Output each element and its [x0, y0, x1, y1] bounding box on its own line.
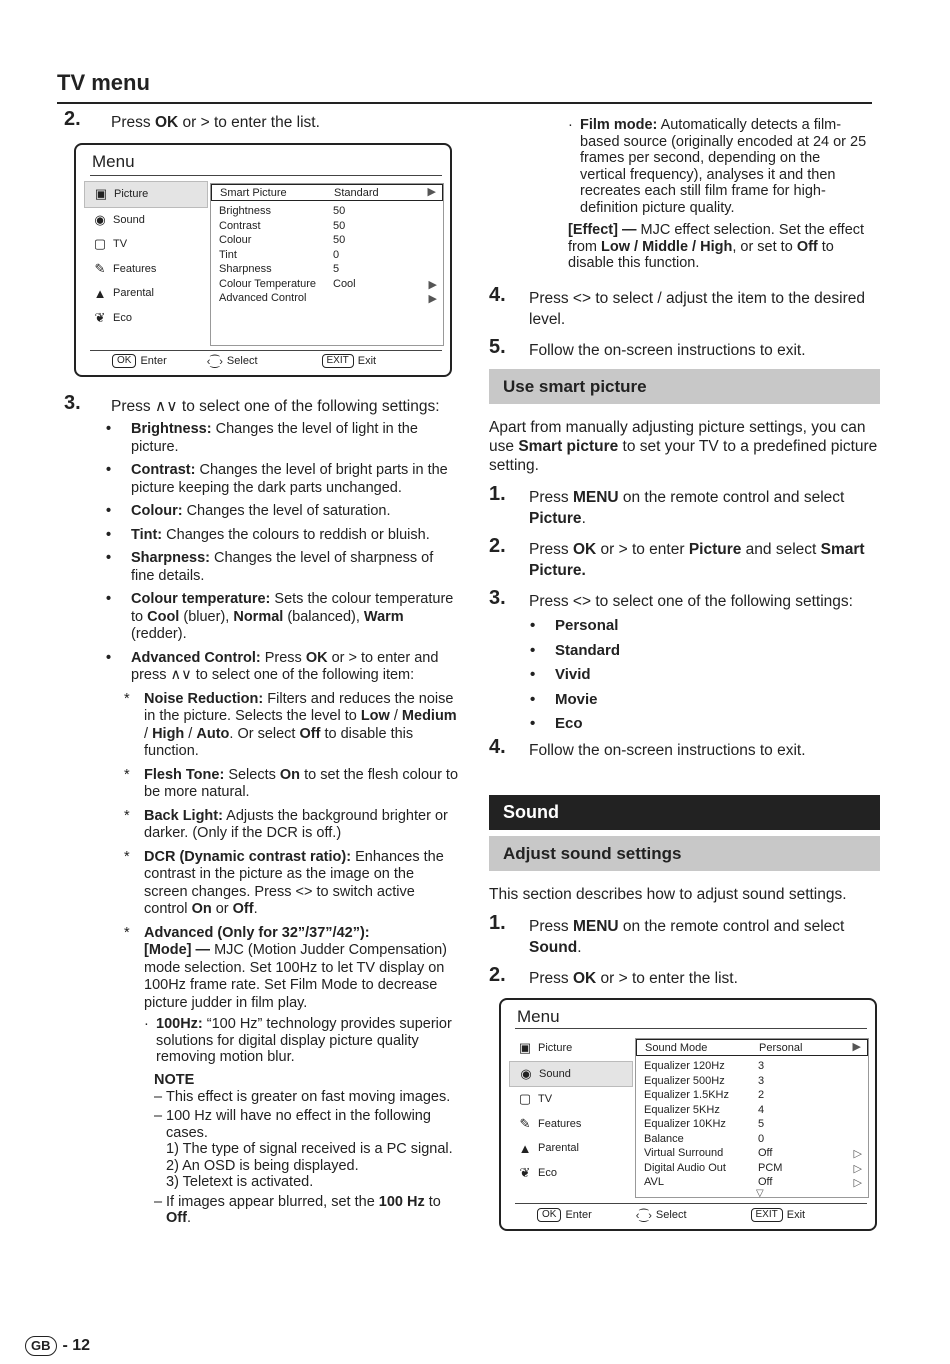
- arrow-right-icon: ▷: [853, 1177, 862, 1189]
- sidebar-item-tv: [509, 1087, 633, 1112]
- setting-value: Off: [758, 1147, 773, 1159]
- ok-key: OK: [112, 354, 136, 368]
- setting-label: Tint: [219, 248, 237, 261]
- setting-row: [636, 1133, 868, 1148]
- setting-value: PCM: [758, 1161, 783, 1174]
- list-item: * Noise Reduction: Filters and reduces the noise in the picture. Selects the level to Low / Medium / High / Auto. Or select Off to disable this function.: [124, 690, 457, 759]
- sidebar-item-label: Sound: [539, 1067, 571, 1080]
- title-rule: [57, 102, 872, 104]
- setting-label: Equalizer 120Hz: [644, 1060, 725, 1072]
- step-4: 4. Press <> to select / adjust the item to the desired level.: [489, 284, 866, 328]
- setting-value: [333, 292, 413, 307]
- menu-footer: OK Enter ‹⁐› Select EXIT Exit: [112, 354, 376, 368]
- sound-icon: ◉: [94, 211, 106, 227]
- navigate-icon: ‹⁐›: [635, 1209, 652, 1222]
- step-4: 4. Follow the on-screen instructions to exit.: [489, 735, 806, 759]
- setting-row: [211, 205, 443, 220]
- setting-label: Equalizer 10KHz: [644, 1118, 726, 1130]
- list-item: • Contrast: Changes the level of bright parts in the picture keeping the dark parts unchanged.: [104, 462, 459, 497]
- sidebar-item-label: Eco: [113, 311, 132, 324]
- sidebar-item-parental: [509, 1136, 633, 1161]
- section-heading-adjust-sound: Adjust sound settings: [489, 836, 880, 871]
- sound-menu-screenshot: [499, 998, 877, 1231]
- setting-row: [636, 1162, 868, 1177]
- menu-footer: OK Enter ‹⁐› Select EXIT Exit: [537, 1208, 805, 1222]
- setting-label: Equalizer 1.5KHz: [644, 1089, 729, 1101]
- list-item: * Back Light: Adjusts the background brighter or darker. (Only if the DCR is off.): [124, 807, 448, 841]
- setting-row: [211, 184, 443, 201]
- step-2: 2. Press OK or > to enter the list.: [489, 964, 738, 987]
- picture-icon: ▣: [94, 186, 108, 202]
- menu-title: Menu: [92, 152, 135, 171]
- sidebar-item-label: Eco: [538, 1166, 557, 1179]
- setting-value: 5: [758, 1118, 765, 1130]
- section-heading-smart-picture: Use smart picture: [489, 369, 880, 404]
- setting-value: 50: [333, 205, 346, 217]
- list-item: • Colour temperature: Sets the colour temperature to Cool (bluer), Normal (balanced), Warm (redder).: [104, 591, 459, 644]
- sidebar-item-label: Parental: [538, 1142, 579, 1155]
- left-column-lower: [64, 392, 459, 1227]
- arrow-right-icon: ▶: [428, 293, 437, 305]
- tv-icon: ▢: [93, 236, 107, 252]
- setting-label: Equalizer 500Hz: [644, 1074, 725, 1087]
- setting-value: 50: [333, 219, 346, 232]
- picture-menu-screenshot: [74, 143, 452, 377]
- step-2: 2. Press OK or > to enter the list.: [64, 108, 320, 131]
- setting-value: Cool: [333, 277, 356, 290]
- menu-title: Menu: [517, 1007, 560, 1026]
- setting-row: [636, 1060, 868, 1075]
- setting-value: 0: [758, 1132, 765, 1145]
- region-badge: GB: [25, 1336, 57, 1356]
- sidebar-item-label: Parental: [113, 287, 154, 300]
- setting-value: 50: [333, 234, 346, 246]
- setting-row: [211, 234, 443, 249]
- sidebar-item-label: TV: [113, 238, 128, 251]
- menu-sidebar: [84, 181, 208, 330]
- step-5: 5. Follow the on-screen instructions to exit.: [489, 336, 806, 359]
- setting-value: 2: [758, 1089, 765, 1101]
- setting-value: 0: [333, 248, 340, 261]
- setting-row: [211, 292, 443, 307]
- arrow-right-icon: ▶: [428, 278, 437, 291]
- sidebar-item-tv: [84, 232, 208, 257]
- setting-label: Balance: [644, 1132, 684, 1145]
- sound-intro: This section describes how to adjust sound settings.: [489, 886, 847, 903]
- sidebar-item-eco: [509, 1161, 633, 1186]
- setting-row: [636, 1104, 868, 1119]
- setting-value: 4: [758, 1103, 765, 1116]
- eco-icon: ❦: [519, 1164, 531, 1180]
- list-item: · Film mode: Automatically detects a film-based source (originally encoded at 24 or 25 frames per second, depending on the vertical frequency), analyses it and then recreates each still film frame for high-definition picture quality.: [568, 117, 867, 216]
- step-3: 3. Press ∧∨ to select one of the following settings:: [64, 392, 440, 415]
- setting-label: Virtual Surround: [644, 1147, 724, 1159]
- setting-label: Colour: [219, 234, 252, 246]
- arrow-right-icon: ▶: [427, 186, 436, 198]
- step-1: 1. Press MENU on the remote control and select Sound.: [489, 912, 845, 956]
- setting-row: [636, 1147, 868, 1162]
- advanced-items: [124, 691, 459, 1227]
- sound-icon: ◉: [520, 1065, 532, 1081]
- list-item: • Brightness: Changes the level of light in the picture.: [104, 421, 459, 456]
- list-item: * DCR (Dynamic contrast ratio): Enhances the contrast in the picture as the image on the screen changes. Press <> to switch active control On or Off.: [124, 848, 444, 917]
- scroll-down-icon: ▽: [756, 1188, 764, 1199]
- setting-value: Personal: [759, 1041, 803, 1054]
- sound-steps: [489, 912, 879, 989]
- arrow-right-icon: ▷: [853, 1148, 862, 1160]
- film-mode-block: [568, 117, 868, 272]
- sidebar-item-sound: [84, 208, 208, 233]
- sidebar-item-picture: [84, 181, 208, 208]
- list-item: * Advanced (Only for 32”/37”/42”): [Mode] — MJC (Motion Judder Compensation) mode selection. Set 100Hz to let TV display on 100Hz frame rate. Set Film Mode to decrease picture judder in film play.: [124, 924, 447, 1011]
- setting-value: Standard: [334, 186, 379, 199]
- smart-picture-steps: [489, 483, 879, 761]
- setting-row: [636, 1089, 868, 1104]
- step-number: 2.: [64, 108, 81, 130]
- exit-key: EXIT: [322, 354, 354, 368]
- page-footer: [25, 1336, 90, 1356]
- sidebar-item-features: [509, 1112, 633, 1137]
- setting-label: Colour Temperature: [219, 277, 317, 290]
- arrow-right-icon: ▷: [853, 1162, 862, 1175]
- navigate-icon: ‹⁐›: [206, 355, 223, 368]
- setting-value: 5: [333, 263, 340, 275]
- setting-label: Digital Audio Out: [644, 1161, 726, 1174]
- list-item: • Colour: Changes the level of saturation.: [104, 503, 459, 521]
- eco-icon: ❦: [94, 309, 106, 325]
- step-2: 2. Press OK or > to enter Picture and select Smart Picture.: [489, 535, 865, 579]
- sidebar-item-parental: [84, 281, 208, 306]
- step-1: 1. Press MENU on the remote control and select Picture.: [489, 483, 845, 527]
- sidebar-item-picture: [509, 1036, 633, 1061]
- parental-icon: ▲: [93, 285, 107, 301]
- setting-label: Brightness: [219, 205, 271, 217]
- setting-label: AVL: [644, 1176, 664, 1188]
- features-icon: ✎: [94, 260, 106, 276]
- list-item: • Eco: [528, 715, 879, 733]
- setting-value: Off: [758, 1176, 773, 1188]
- setting-label: Advanced Control: [219, 292, 307, 304]
- list-item: • Standard: [528, 642, 879, 660]
- menu-sidebar: [509, 1036, 633, 1185]
- setting-row: [636, 1075, 868, 1090]
- right-steps: [489, 284, 874, 361]
- setting-label: Equalizer 5KHz: [644, 1103, 720, 1116]
- sidebar-item-label: Features: [538, 1117, 582, 1130]
- section-heading-sound: Sound: [489, 795, 880, 830]
- page-title: TV menu: [57, 70, 150, 95]
- sidebar-item-label: Features: [113, 262, 157, 275]
- setting-label: Smart Picture: [220, 186, 287, 199]
- setting-label: Sharpness: [219, 263, 272, 275]
- arrow-right-icon: ▶: [852, 1041, 861, 1053]
- sidebar-item-eco: [84, 306, 208, 331]
- setting-value: 3: [758, 1060, 765, 1072]
- list-item: * Flesh Tone: Selects On to set the flesh colour to be more natural.: [124, 766, 459, 800]
- list-item: • Sharpness: Changes the level of sharpness of fine details.: [104, 550, 459, 585]
- list-item: • Advanced Control: Press OK or > to enter and press ∧∨ to select one of the following item:: [104, 650, 459, 685]
- effect-text: [Effect] — MJC effect selection. Set the effect from Low / Middle / High, or set to Off to disable this function.: [568, 222, 865, 271]
- list-item: • Personal: [528, 617, 879, 635]
- setting-row: [636, 1118, 868, 1133]
- setting-label: Contrast: [219, 219, 261, 232]
- sidebar-item-label: Picture: [114, 188, 149, 201]
- left-column: [64, 108, 464, 133]
- menu-settings-panel: [210, 183, 444, 346]
- step-3: 3. Press <> to select one of the following settings:: [489, 587, 853, 610]
- page-number: - 12: [62, 1337, 91, 1354]
- setting-row: [211, 220, 443, 235]
- exit-key: EXIT: [751, 1208, 783, 1222]
- tv-icon: ▢: [518, 1091, 532, 1107]
- sidebar-item-features: [84, 257, 208, 282]
- list-item: • Movie: [528, 691, 879, 709]
- setting-row: [211, 278, 443, 293]
- sidebar-item-label: Picture: [538, 1042, 573, 1055]
- sidebar-item-sound: [509, 1061, 633, 1088]
- setting-row: [636, 1039, 868, 1056]
- sidebar-item-label: Sound: [113, 213, 145, 226]
- menu-settings-panel: [635, 1038, 869, 1198]
- picture-icon: ▣: [518, 1040, 532, 1056]
- features-icon: ✎: [519, 1115, 531, 1131]
- setting-row: [211, 263, 443, 278]
- parental-icon: ▲: [518, 1140, 532, 1156]
- setting-value: 3: [758, 1074, 765, 1087]
- list-item: • Vivid: [528, 666, 879, 684]
- ok-key: OK: [537, 1208, 561, 1222]
- smart-picture-intro: Apart from manually adjusting picture settings, you can use Smart picture to set your TV to a predefined picture setting.: [489, 419, 878, 474]
- list-item: · 100Hz: “100 Hz” technology provides superior solutions for digital display picture quality removing motion blur.: [144, 1016, 452, 1065]
- list-item: • Tint: Changes the colours to reddish or bluish.: [104, 527, 459, 545]
- sidebar-item-label: TV: [538, 1093, 553, 1106]
- setting-row: [636, 1176, 868, 1191]
- picture-settings-list: [104, 421, 459, 685]
- setting-row: [211, 249, 443, 264]
- note: NOTE – This effect is greater on fast moving images. – 100 Hz will have no effect in the following cases. 1) The type of signal received is a PC signal. 2) An OSD is being displayed. 3) Teletext is activated. – If images appear blurred, set the 100 Hz to Off.: [154, 1071, 453, 1226]
- setting-label: Sound Mode: [645, 1041, 708, 1054]
- smart-picture-modes: [528, 617, 879, 733]
